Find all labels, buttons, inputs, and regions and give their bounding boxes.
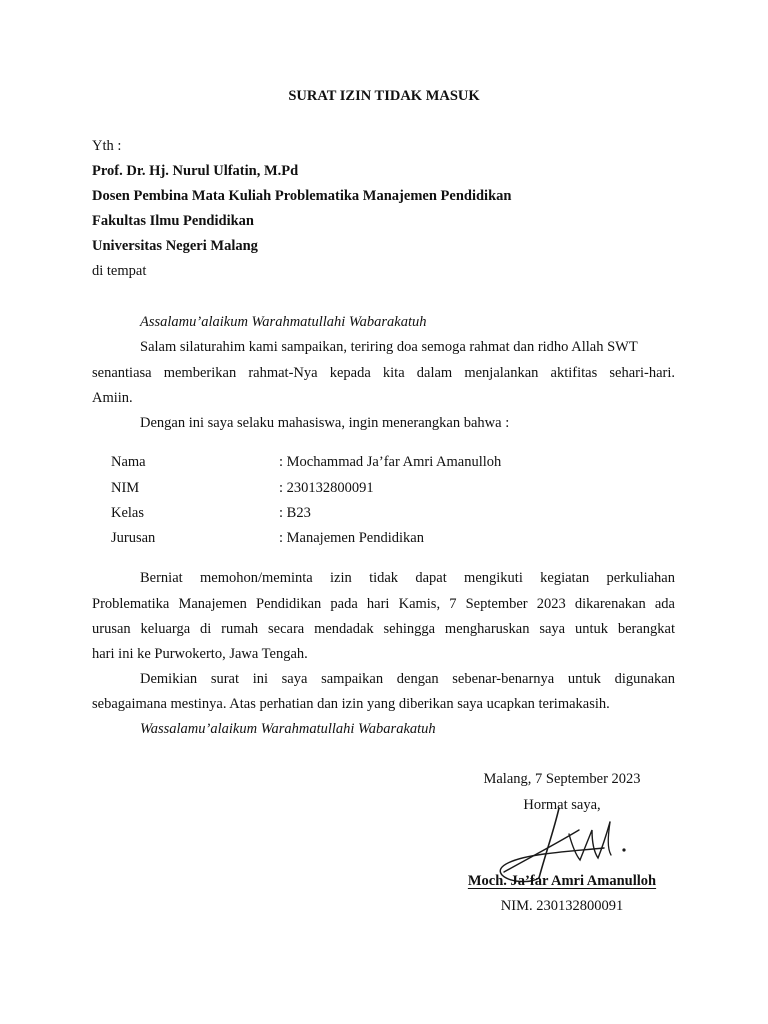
field-label-nim: NIM: [111, 480, 140, 496]
opening-greeting: Assalamu’alaikum Warahmatullahi Wabarakatuh: [140, 314, 427, 330]
para2-line2: Problematika Manajemen Pendidikan pada hari Kamis, 7 September 2023 dikarenakan ada: [92, 596, 675, 612]
field-value-kelas: : B23: [279, 505, 311, 521]
intro-line: Dengan ini saya selaku mahasiswa, ingin menerangkan bahwa :: [140, 415, 510, 431]
field-value-nim: : 230132800091: [279, 480, 374, 496]
closing-greeting: Wassalamu’alaikum Warahmatullahi Wabarakatuh: [140, 721, 436, 737]
letter-title: SURAT IZIN TIDAK MASUK: [288, 88, 480, 104]
signer-name-text: Moch. Ja’far Amri Amanulloh: [467, 873, 657, 889]
para1-line1: Salam silaturahim kami sampaikan, teriring doa semoga rahmat dan ridho Allah SWT: [140, 339, 638, 355]
para2-line3: urusan keluarga di rumah secara mendadak sehingga mengharuskan saya untuk berangkat: [92, 621, 675, 637]
para3-line2: sebagaimana mestinya. Atas perhatian dan izin yang diberikan saya ucapkan terimakasih.: [92, 696, 610, 712]
place-date: Malang, 7 September 2023: [483, 771, 641, 787]
recipient-university: Universitas Negeri Malang: [92, 238, 258, 254]
signer-name: [452, 874, 672, 889]
field-label-jurusan: Jurusan: [111, 530, 156, 546]
recipient-faculty: Fakultas Ilmu Pendidikan: [92, 213, 254, 229]
recipient-name: Prof. Dr. Hj. Nurul Ulfatin, M.Pd: [92, 163, 299, 179]
field-value-nama: : Mochammad Ja’far Amri Amanulloh: [279, 454, 502, 470]
field-label-kelas: Kelas: [111, 505, 145, 521]
recipient-position: Dosen Pembina Mata Kuliah Problematika Manajemen Pendidikan: [92, 188, 512, 204]
para3-line1: Demikian surat ini saya sampaikan dengan sebenar-benarnya untuk digunakan: [140, 671, 675, 687]
recipient-place: di tempat: [92, 263, 147, 279]
regards-line: Hormat saya,: [523, 797, 601, 813]
para2-line4: hari ini ke Purwokerto, Jawa Tengah.: [92, 646, 308, 662]
recipient-yth: Yth :: [92, 138, 122, 154]
signer-nim: NIM. 230132800091: [500, 898, 624, 914]
field-label-nama: Nama: [111, 454, 146, 470]
para1-line3: Amiin.: [92, 390, 133, 406]
field-value-jurusan: : Manajemen Pendidikan: [279, 530, 424, 546]
para2-line1: Berniat memohon/meminta izin tidak dapat mengikuti kegiatan perkuliahan: [140, 570, 675, 586]
para1-line2: senantiasa memberikan rahmat-Nya kepada kita dalam menjalankan aktifitas sehari-hari.: [92, 365, 675, 381]
